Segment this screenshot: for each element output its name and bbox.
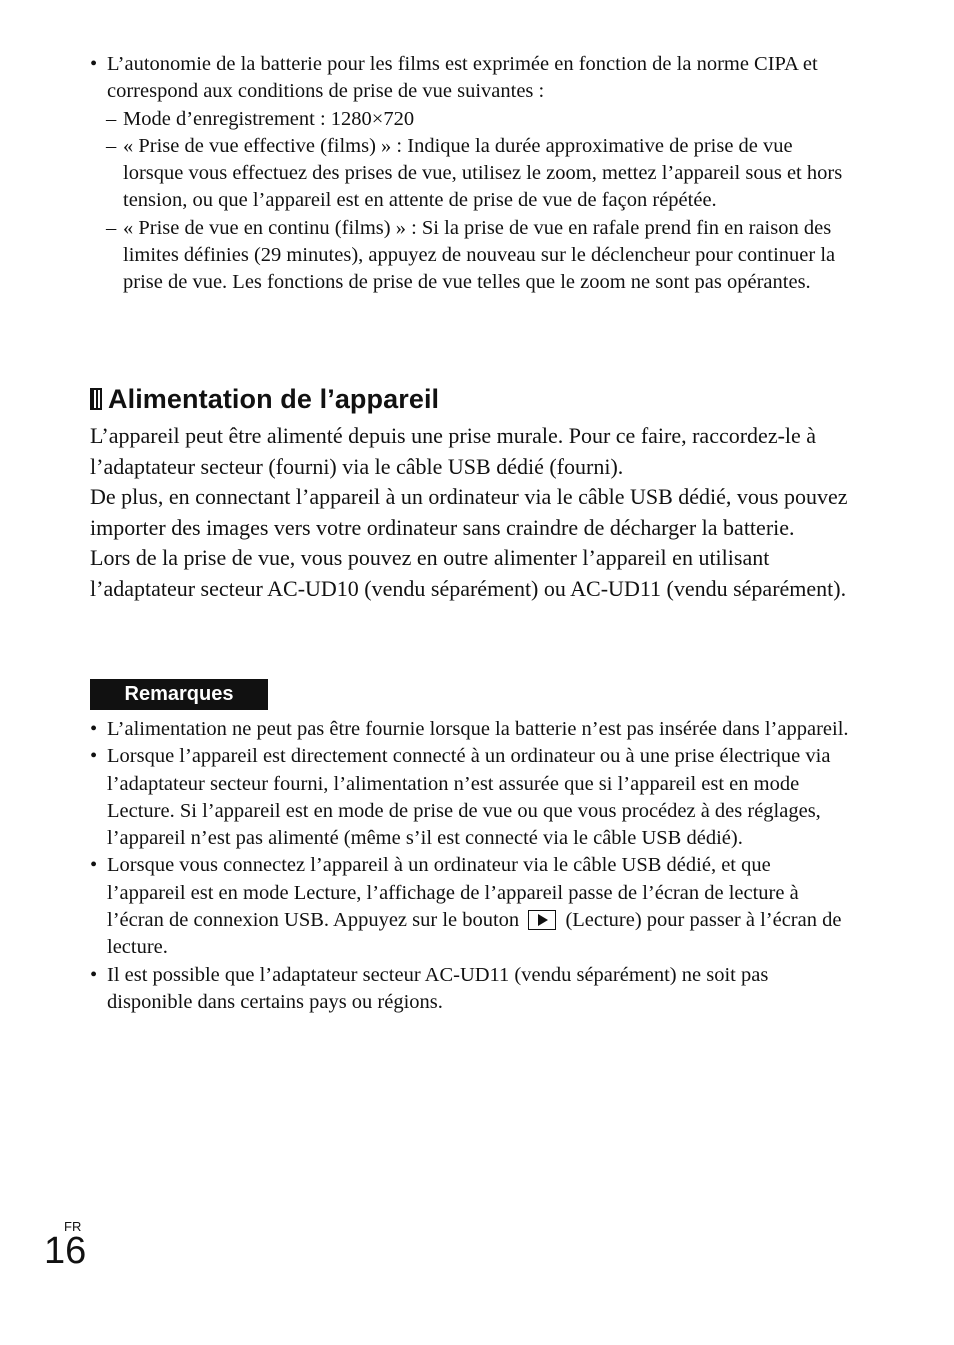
paragraph: Lors de la prise de vue, vous pouvez en outre alimenter l’appareil en utilisant l’adaptateur secteur AC-UD10 (vendu séparément) ou AC-UD11 (vendu séparément). [90,545,847,601]
remark-text: Il est possible que l’adaptateur secteur AC-UD11 (vendu séparément) ne soit pas disponible dans certains pays ou régions. [107,963,769,1013]
remark-text-before-icon: Lorsque vous connectez l’appareil à un ordinateur via le câble USB dédié, et que l’appareil est en mode Lecture, l’affichage de l’appareil passe de l’écran de lecture à l’écran de connexion USB. Appuyez sur le bouton [107,854,799,932]
dash-icon: – [106,107,117,130]
list-item [90,962,850,1017]
dash-item-text: Mode d’enregistrement : 1280×720 [123,107,415,130]
list-item [90,51,850,106]
list-item [90,852,850,961]
bullet-icon: • [90,53,98,75]
remark-text: Lorsque l’appareil est directement connecté à un ordinateur ou à une prise électrique via l’adaptateur secteur fourni, l’alimentation n’est assurée que si l’appareil est en mode Lecture. Si l’appareil est en mode de prise de vue ou que vous procédez à des réglages, l’appareil n’est pas alimenté (même s’il est connecté via le câble USB dédié). [107,745,831,850]
language-code: FR [64,1219,82,1234]
dash-icon: – [106,134,117,157]
section-title: Alimentation de l’appareil [108,383,440,414]
page-number: 16 [44,1230,87,1272]
bullet-icon: • [90,854,98,877]
bullet-icon: • [90,718,98,740]
list-item [90,743,850,852]
list-item [90,716,850,743]
intro-bullet-text: L’autonomie de la batterie pour les films est exprimée en fonction de la norme CIPA et correspond aux conditions de prise de vue suivantes : [107,53,818,103]
heading-marker-icon [90,388,102,410]
list-item [90,106,850,133]
bullet-icon: • [90,745,98,768]
section-body [90,421,860,605]
section-heading [90,383,439,415]
remark-text-after-icon: (Lecture) pour passer à l’écran de lecture. [107,909,842,959]
dash-item-text: « Prise de vue en continu (films) » : Si la prise de vue en rafale prend fin en raison des limites définies (29 minutes), appuyez de nouveau sur le déclencheur pour continuer la prise de vue. Les fonctions de prise de vue telles que le zoom ne sont pas opérantes. [123,216,836,294]
intro-bullet-list [90,51,850,297]
play-icon [528,910,556,930]
dash-item-text: « Prise de vue effective (films) » : Indique la durée approximative de prise de vue lorsque vous effectuez des prises de vue, utilisez le zoom, mettez l’appareil sous et hors tension, ou que l’appareil est en attente de prise de vue de façon répétée. [123,134,843,212]
remark-text: L’alimentation ne peut pas être fournie lorsque la batterie n’est pas insérée dans l’appareil. [107,718,849,740]
list-item [90,215,850,297]
bullet-icon: • [90,963,98,986]
paragraph: De plus, en connectant l’appareil à un ordinateur via le câble USB dédié, vous pouvez importer des images vers votre ordinateur sans craindre de décharger la batterie. [90,484,848,540]
remarks-label: Remarques [90,679,268,710]
list-item [90,133,850,215]
paragraph: L’appareil peut être alimenté depuis une prise murale. Pour ce faire, raccordez-le à l’adaptateur secteur (fourni) via le câble USB dédié (fourni). [90,423,817,479]
remarks-list [90,716,850,1016]
dash-icon: – [106,216,117,239]
